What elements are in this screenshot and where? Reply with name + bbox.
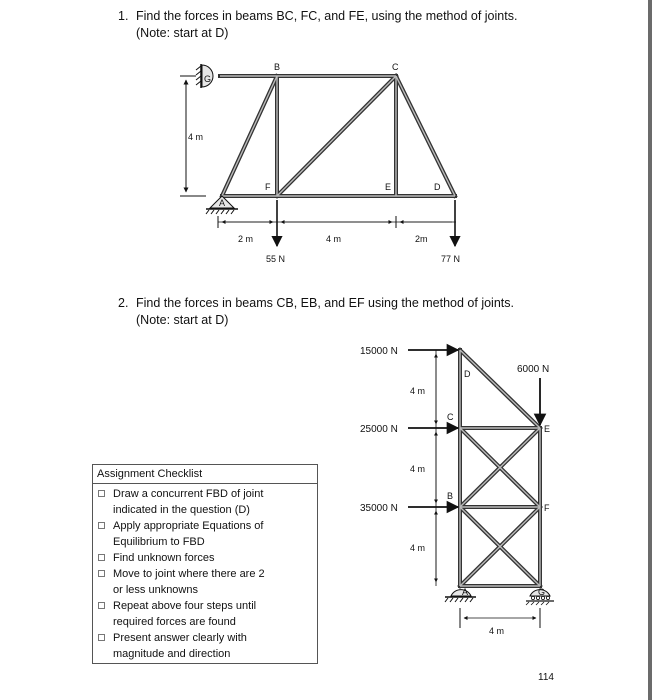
label-f2: F	[544, 503, 550, 513]
dimension-right: 2m	[415, 234, 428, 244]
checklist-item-line: Find unknown forces	[113, 552, 215, 564]
label-d2: D	[464, 369, 471, 379]
checklist-item-line: Apply appropriate Equations of	[113, 520, 264, 532]
assignment-checklist	[92, 464, 318, 664]
question-1-text: Find the forces in beams BC, FC, and FE, using the method of joints.	[136, 9, 518, 23]
question-1-note: (Note: start at D)	[136, 26, 229, 40]
checkbox-icon[interactable]	[98, 490, 105, 497]
truss-1-members	[220, 76, 455, 196]
label-f: F	[265, 182, 271, 192]
label-g: G	[204, 74, 212, 84]
checklist-item-line: Draw a concurrent FBD of joint	[113, 488, 264, 500]
label-b2: B	[447, 491, 454, 501]
checklist-item[interactable]	[113, 566, 317, 598]
label-a2: A	[462, 587, 469, 597]
label-d: D	[434, 182, 441, 192]
force-top: 15000 N	[360, 346, 398, 357]
dimension-h3: 4 m	[410, 543, 426, 553]
load-left: 55 N	[266, 254, 286, 264]
checkbox-icon[interactable]	[98, 554, 105, 561]
label-c: C	[392, 62, 399, 72]
question-1-number: 1.	[118, 9, 129, 23]
label-c2: C	[447, 412, 454, 422]
label-b: B	[274, 62, 281, 72]
dimension-width: 4 m	[489, 626, 505, 636]
checklist-item[interactable]	[113, 486, 317, 518]
checklist-item-line: or less unknowns	[113, 584, 198, 596]
load-right: 77 N	[441, 254, 461, 264]
checklist-item-line: Move to joint where there are 2	[113, 568, 265, 580]
dimension-left: 2 m	[238, 234, 254, 244]
checkbox-icon[interactable]	[98, 570, 105, 577]
force-bottom: 35000 N	[360, 503, 398, 514]
checklist-item[interactable]	[113, 518, 317, 550]
checklist-item[interactable]	[113, 598, 317, 630]
dimension-middle: 4 m	[326, 234, 342, 244]
checklist-items	[93, 486, 317, 662]
label-e: E	[385, 182, 392, 192]
checklist-item-line: magnitude and direction	[113, 648, 231, 660]
page-number: 114	[538, 672, 554, 683]
checkbox-icon[interactable]	[98, 602, 105, 609]
dimension-height: 4 m	[188, 132, 204, 142]
question-2-number: 2.	[118, 296, 129, 310]
question-2-text: Find the forces in beams CB, EB, and EF using the method of joints.	[136, 296, 514, 310]
label-a: A	[219, 198, 226, 208]
checkbox-icon[interactable]	[98, 634, 105, 641]
force-middle: 25000 N	[360, 424, 398, 435]
label-g2: G	[538, 587, 546, 597]
dimension-h2: 4 m	[410, 464, 426, 474]
checklist-item-line: required forces are found	[113, 616, 236, 628]
label-e2: E	[544, 424, 551, 434]
support-a2-icon	[445, 590, 476, 602]
checklist-item-line: Equilibrium to FBD	[113, 536, 205, 548]
truss-1	[180, 62, 460, 264]
checklist-item-line: Repeat above four steps until	[113, 600, 257, 612]
checklist-item[interactable]	[113, 630, 317, 662]
checklist-item-line: indicated in the question (D)	[113, 504, 250, 516]
checklist-item[interactable]	[113, 550, 317, 566]
checklist-item-line: Present answer clearly with	[113, 632, 247, 644]
question-2-note: (Note: start at D)	[136, 313, 229, 327]
checklist-title: Assignment Checklist	[93, 465, 317, 484]
truss-2	[360, 346, 554, 636]
dimension-h1: 4 m	[410, 386, 426, 396]
force-right: 6000 N	[517, 364, 550, 375]
checkbox-icon[interactable]	[98, 522, 105, 529]
